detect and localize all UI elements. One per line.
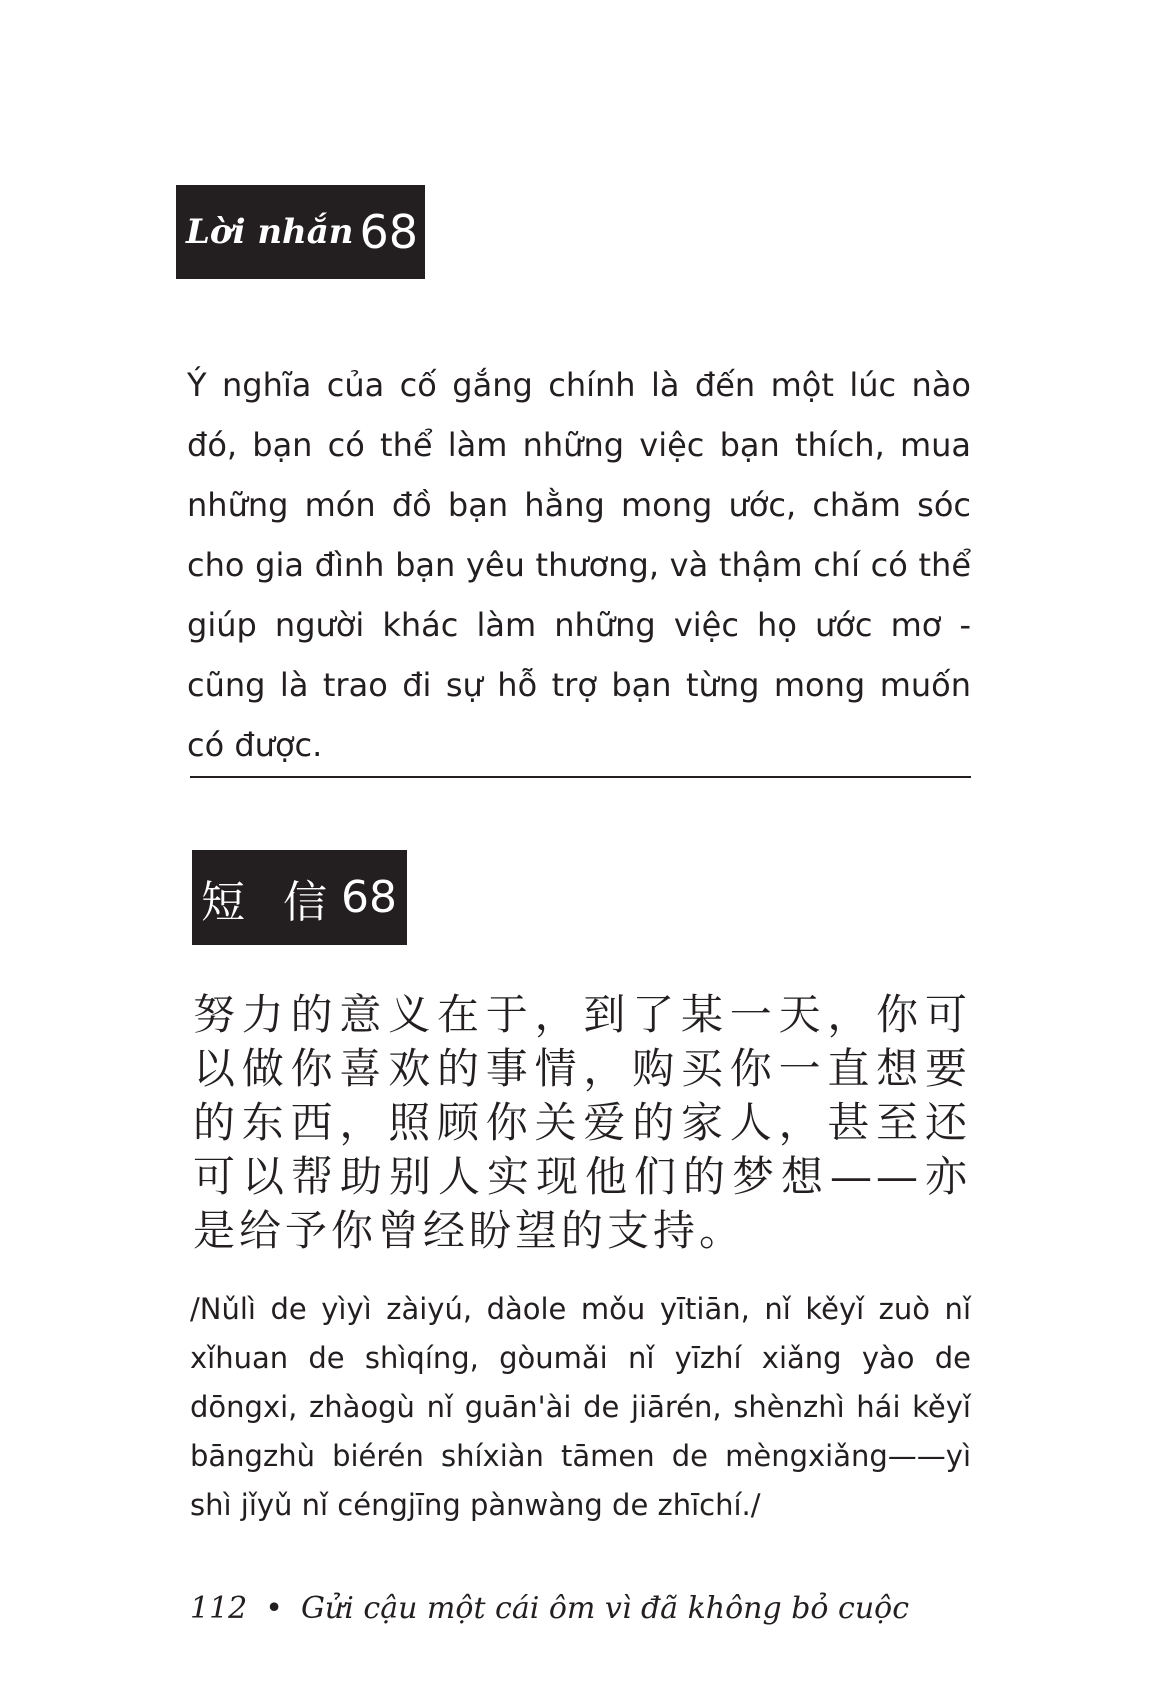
page-number: 112 [190,1591,248,1626]
section-badge-chinese [192,850,407,945]
section-label-chinese: 短 信 [201,876,339,928]
message-text-vietnamese: Ý nghĩa của cố gắng chính là đến một lúc nào đó, bạn có thể làm những việc bạn thích, mua những món đồ bạn hằng mong ước, chăm sóc cho gia đình bạn yêu thương, và thậm chí có thể giúp người khác làm những việc họ ước mơ - cũng là trao đi sự hỗ trợ bạn từng mong muốn có được. [187,366,971,764]
message-text-pinyin: /Nǔlì de yìyì zàiyú, dàole mǒu yītiān, nǐ kěyǐ zuò nǐ xǐhuan de shìqíng, gòumǎi nǐ yīzhí xiǎng yào de dōngxi, zhàogù nǐ guān'ài de jiārén, shènzhì hái kěyǐ bāngzhù biérén shíxiàn tāmen de mèngxiǎng——yì shì jǐyǔ nǐ céngjīng pànwàng de zhīchí./ [190,1292,971,1522]
footer-separator: • [265,1591,283,1626]
page-footer [190,1591,909,1626]
section-divider [190,776,971,778]
section-number-vietnamese: 68 [359,205,419,259]
section-number-chinese: 68 [341,872,397,923]
section-label-vietnamese: Lời nhắn [186,212,354,252]
book-title: Gửi cậu một cái ôm vì đã không bỏ cuộc [300,1591,910,1626]
message-text-chinese: 努力的意义在于，到了某一天，你可以做你喜欢的事情，购买你一直想要的东西，照顾你关爱的家人，甚至还可以帮助别人实现他们的梦想——亦是给予你曾经盼望的支持。 [193,990,971,1255]
section-badge-vietnamese [176,185,425,279]
